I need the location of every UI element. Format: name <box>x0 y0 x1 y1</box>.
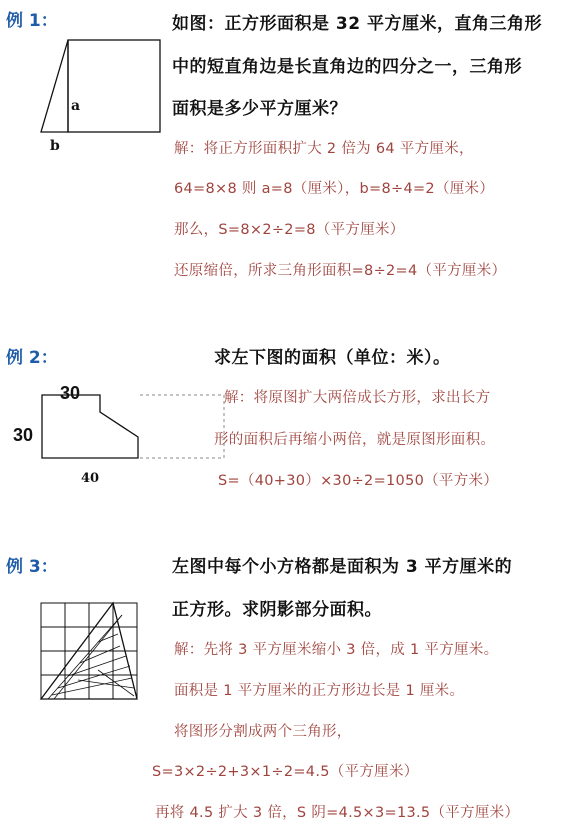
side-a-label: a <box>71 98 81 114</box>
square-shape <box>68 40 160 132</box>
example-1-solution-line-1: 解：将正方形面积扩大 2 倍为 64 平方厘米， <box>174 141 474 157</box>
example-2-solution-line-3: S=（40+30）×30÷2=1050（平方米） <box>218 473 499 489</box>
example-1-label: 例 1： <box>6 11 58 31</box>
example-1-solution-line-2: 64=8×8 则 a=8（厘米），b=8÷4=2（厘米） <box>174 181 495 197</box>
trapezoid-shape <box>42 395 138 458</box>
shaded-triangle-hatching <box>48 615 134 699</box>
example-2-solution-line-1: 解：将原图扩大两倍成长方形，求出长方 <box>224 390 491 406</box>
example-1-question-line-1: 如图：正方形面积是 32 平方厘米，直角三角形 <box>172 14 542 34</box>
side-b-label: b <box>50 138 60 154</box>
triangle-shape <box>41 40 68 132</box>
example-3-solution-line-5: 再将 4.5 扩大 3 倍，S 阴=4.5×3=13.5（平方厘米） <box>155 805 520 821</box>
example-3-solution-line-1: 解：先将 3 平方厘米缩小 3 倍，成 1 平方厘米。 <box>174 642 499 658</box>
dimension-top: 30 <box>60 383 81 403</box>
example-3-question-line-2: 正方形。求阴影部分面积。 <box>172 600 382 620</box>
example-3-label: 例 3： <box>6 557 58 577</box>
example-3-grid-figure <box>38 600 142 700</box>
dimension-left: 30 <box>13 425 34 445</box>
example-1-question-line-3: 面积是多少平方厘米？ <box>172 99 347 119</box>
example-3-solution-line-3: 将图形分割成两个三角形， <box>174 724 352 740</box>
example-1-solution-line-3: 那么，S=8×2÷2=8（平方厘米） <box>174 222 405 238</box>
example-3-solution-line-4: S=3×2÷2+3×1÷2=4.5（平方厘米） <box>152 764 419 780</box>
example-1-question-line-2: 中的短直角边是长直角边的四分之一，三角形 <box>172 57 522 77</box>
dashed-rectangle-extension <box>138 395 224 458</box>
example-2-solution-line-2: 形的面积后再缩小两倍，就是原图形面积。 <box>214 432 496 448</box>
example-1-figure <box>36 36 168 154</box>
example-1-solution-line-4: 还原缩倍，所求三角形面积=8÷2=4（平方厘米） <box>174 263 507 279</box>
example-3-solution-line-2: 面积是 1 平方厘米的正方形边长是 1 厘米。 <box>174 683 465 699</box>
example-2-label: 例 2： <box>6 348 58 368</box>
dimension-bottom: 40 <box>81 471 100 486</box>
example-3-question-line-1: 左图中每个小方格都是面积为 3 平方厘米的 <box>172 557 513 577</box>
grid-lines <box>41 603 137 699</box>
example-2-question: 求左下图的面积（单位：米）。 <box>214 348 451 368</box>
